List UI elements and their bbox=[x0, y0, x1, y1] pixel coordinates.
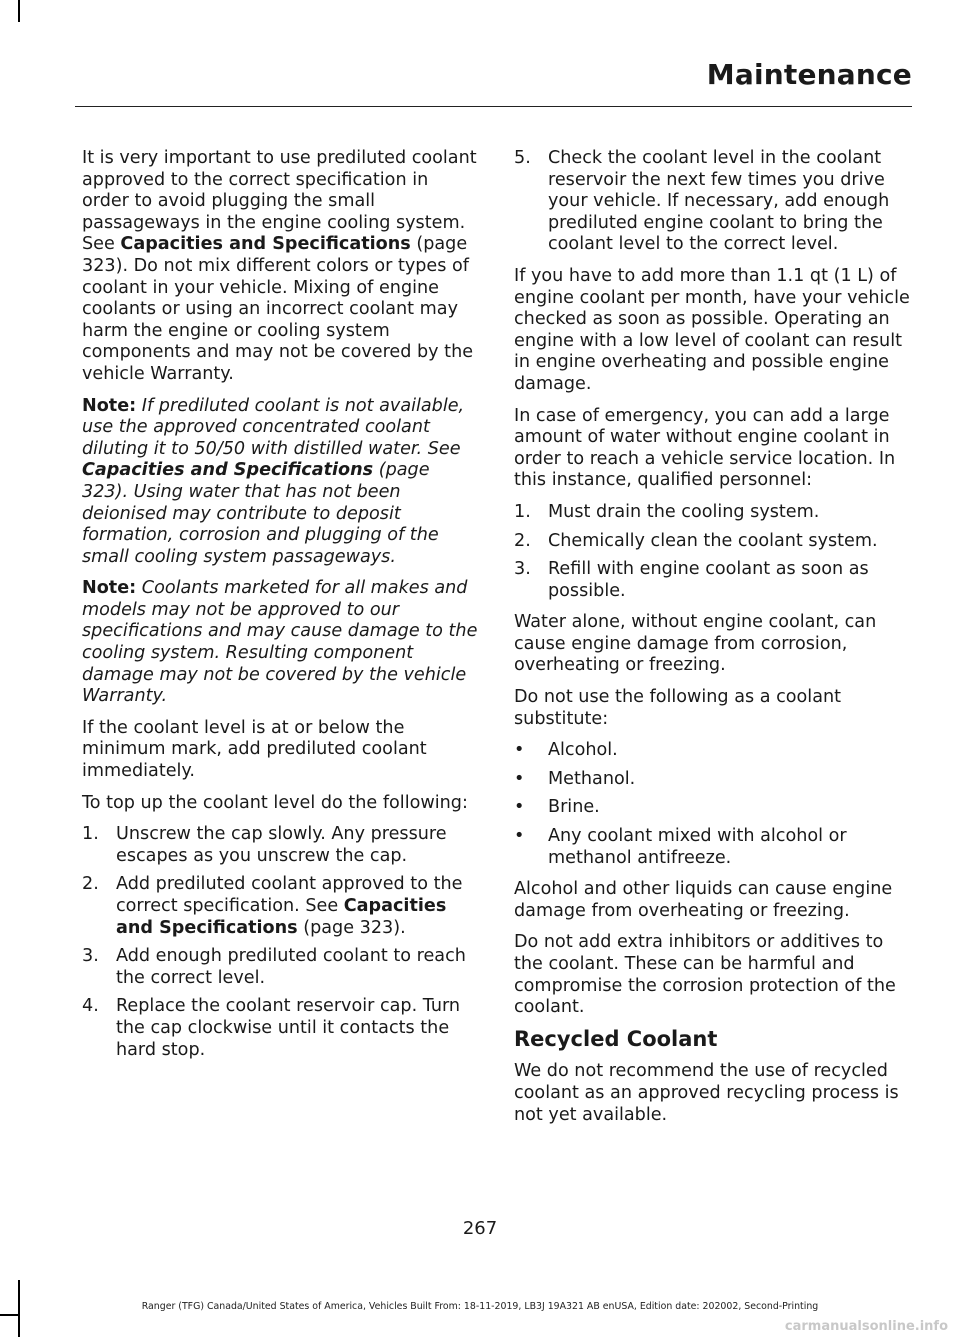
crop-mark-bottom-left-h bbox=[0, 1314, 18, 1316]
list-item: 4. Replace the coolant reservoir cap. Turn the cap clockwise until it contacts the hard stop. bbox=[82, 996, 461, 1060]
paragraph: Do not add extra inhibitors or additives to the coolant. These can be harmful and compromise the corrosion protection of the coolant. bbox=[514, 932, 896, 1018]
bullet-icon: • bbox=[514, 768, 525, 789]
note: Note: Coolants marketed for all makes and models may not be approved to our specifications and may cause damage to the cooling system. Resulting component damage may not be covered by the vehicle Warranty. bbox=[82, 578, 478, 707]
footer-text: Ranger (TFG) Canada/United States of America, Vehicles Built From: 18-11-2019, LB3J 19A321 AB enUSA, Edition date: 202002, Second-Printing bbox=[141, 1301, 819, 1312]
list-item: 2. Add prediluted coolant approved to the correct specification. See Capacities and Specifications (page 323). bbox=[82, 874, 463, 938]
page-number: 267 bbox=[462, 1218, 498, 1239]
bullet-item: • Alcohol. bbox=[514, 740, 618, 761]
section-heading: Recycled Coolant bbox=[514, 1026, 718, 1051]
list-item: 2. Chemically clean the coolant system. bbox=[514, 530, 878, 551]
paragraph: To top up the coolant level do the following: bbox=[82, 792, 468, 813]
cross-reference-link[interactable]: Capacities and Specifications bbox=[120, 234, 411, 255]
right-column bbox=[514, 148, 910, 1136]
list-item: 1. Must drain the cooling system. bbox=[514, 501, 820, 522]
paragraph: If the coolant level is at or below the minimum mark, add prediluted coolant immediately. bbox=[82, 717, 427, 782]
title-rule bbox=[75, 106, 912, 107]
list-item: 5. Check the coolant level in the coolant reservoir the next few times you drive your vehicle. If necessary, add enough prediluted engine coolant to bring the coolant level to the correct level. bbox=[514, 148, 890, 255]
bullet-icon: • bbox=[514, 797, 525, 818]
paragraph: We do not recommend the use of recycled coolant as an approved recycling process is not yet available. bbox=[514, 1061, 899, 1125]
paragraph: If you have to add more than 1.1 qt (1 L) of engine coolant per month, have your vehicle checked as soon as possible. Operating an engine with a low level of coolant can result in engine overheating and possible engine damage. bbox=[514, 265, 910, 394]
bullet-item: • Brine. bbox=[514, 797, 600, 818]
paragraph: Do not use the following as a coolant substitute: bbox=[514, 687, 842, 729]
note-label: Note: bbox=[82, 578, 137, 599]
paragraph: In case of emergency, you can add a large amount of water without engine coolant in order to reach a vehicle service location. In this instance, qualified personnel: bbox=[514, 405, 896, 491]
crop-mark-top-left bbox=[18, 0, 20, 22]
list-item: 3. Add enough prediluted coolant to reach the correct level. bbox=[82, 946, 466, 988]
list-item: 1. Unscrew the cap slowly. Any pressure escapes as you unscrew the cap. bbox=[82, 824, 447, 866]
paragraph: It is very important to use prediluted coolant approved to the correct specification in order to avoid plugging the small passageways in the engine cooling system. See Capacities and Specifications (page 323). Do not mix different colors or types of coolant in your vehicle. Mixing of engine coolants or using an incorrect coolant may harm the engine or cooling system components and may not be covered by the vehicle Warranty. bbox=[82, 148, 477, 384]
list-item: 3. Refill with engine coolant as soon as possible. bbox=[514, 559, 869, 601]
note-label: Note: bbox=[82, 395, 137, 416]
page-title: Maintenance bbox=[706, 58, 912, 91]
cross-reference-link[interactable]: Capacities and Specifications bbox=[82, 460, 374, 481]
bullet-icon: • bbox=[514, 740, 525, 761]
cross-reference-link[interactable]: Capacities and Specifications bbox=[116, 896, 447, 938]
paragraph: Water alone, without engine coolant, can cause engine damage from corrosion, overheating or freezing. bbox=[514, 612, 877, 676]
bullet-item: • Any coolant mixed with alcohol or methanol antifreeze. bbox=[514, 826, 847, 868]
left-column bbox=[82, 148, 480, 1068]
watermark: carmanualsonline.info bbox=[784, 1319, 948, 1334]
bullet-item: • Methanol. bbox=[514, 768, 636, 789]
bullet-icon: • bbox=[514, 826, 525, 847]
paragraph: Alcohol and other liquids can cause engine damage from overheating or freezing. bbox=[514, 879, 893, 921]
note: Note: If prediluted coolant is not available, use the approved concentrated coolant diluting it to 50/50 with distilled water. See Capacities and Specifications (page 323). Using water that has not been deionised may contribute to deposit formation, corrosion and plugging of the small cooling system passageways. bbox=[82, 395, 465, 567]
